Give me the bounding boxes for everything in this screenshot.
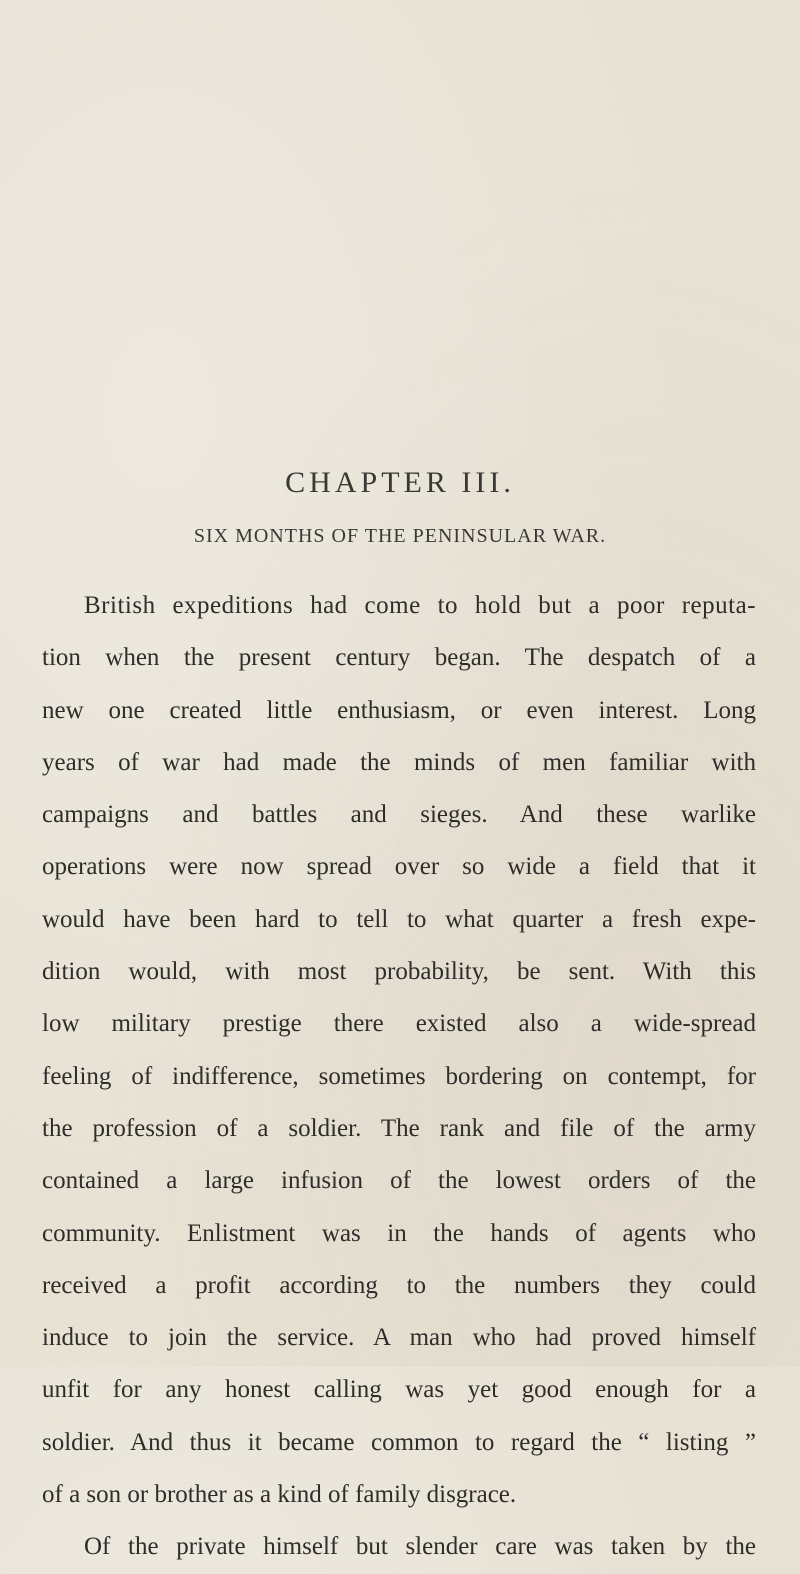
- text-line: Of the private himself but slender care was taken by the: [84, 1533, 756, 1561]
- text-line: operations were now spread over so wide a field that it: [42, 853, 756, 881]
- text-line: would have been hard to tell to what quarter a fresh expe-: [42, 905, 756, 933]
- text-line: dition would, with most probability, be sent. With this: [42, 958, 756, 986]
- text-line: the profession of a soldier. The rank and file of the army: [42, 1114, 756, 1142]
- text-line: feeling of indifference, sometimes bordering on contempt, for: [42, 1062, 756, 1090]
- text-line: unfit for any honest calling was yet good enough for a: [42, 1376, 756, 1404]
- text-line: tion when the present century began. The despatch of a: [42, 644, 756, 672]
- text-line: of a son or brother as a kind of family disgrace.: [42, 1481, 517, 1509]
- text-line: low military prestige there existed also a wide-spread: [42, 1010, 756, 1038]
- text-line: soldier. And thus it became common to regard the “ listing ”: [42, 1428, 756, 1456]
- text-line: new one created little enthusiasm, or even interest. Long: [42, 696, 756, 724]
- text-line: contained a large infusion of the lowest orders of the: [42, 1167, 756, 1195]
- chapter-heading: CHAPTER III.: [285, 466, 515, 499]
- text-line: community. Enlistment was in the hands of agents who: [42, 1219, 756, 1247]
- text-line: British expeditions had come to hold but a poor reputa-: [84, 592, 756, 619]
- body-text: [42, 580, 756, 1574]
- chapter-subtitle: SIX MONTHS OF THE PENINSULAR WAR.: [193, 525, 607, 547]
- text-line: induce to join the service. A man who had proved himself: [42, 1324, 756, 1352]
- text-line: campaigns and battles and sieges. And these warlike: [42, 801, 756, 829]
- text-line: years of war had made the minds of men familiar with: [42, 748, 756, 776]
- text-line: received a profit according to the numbers they could: [42, 1271, 756, 1299]
